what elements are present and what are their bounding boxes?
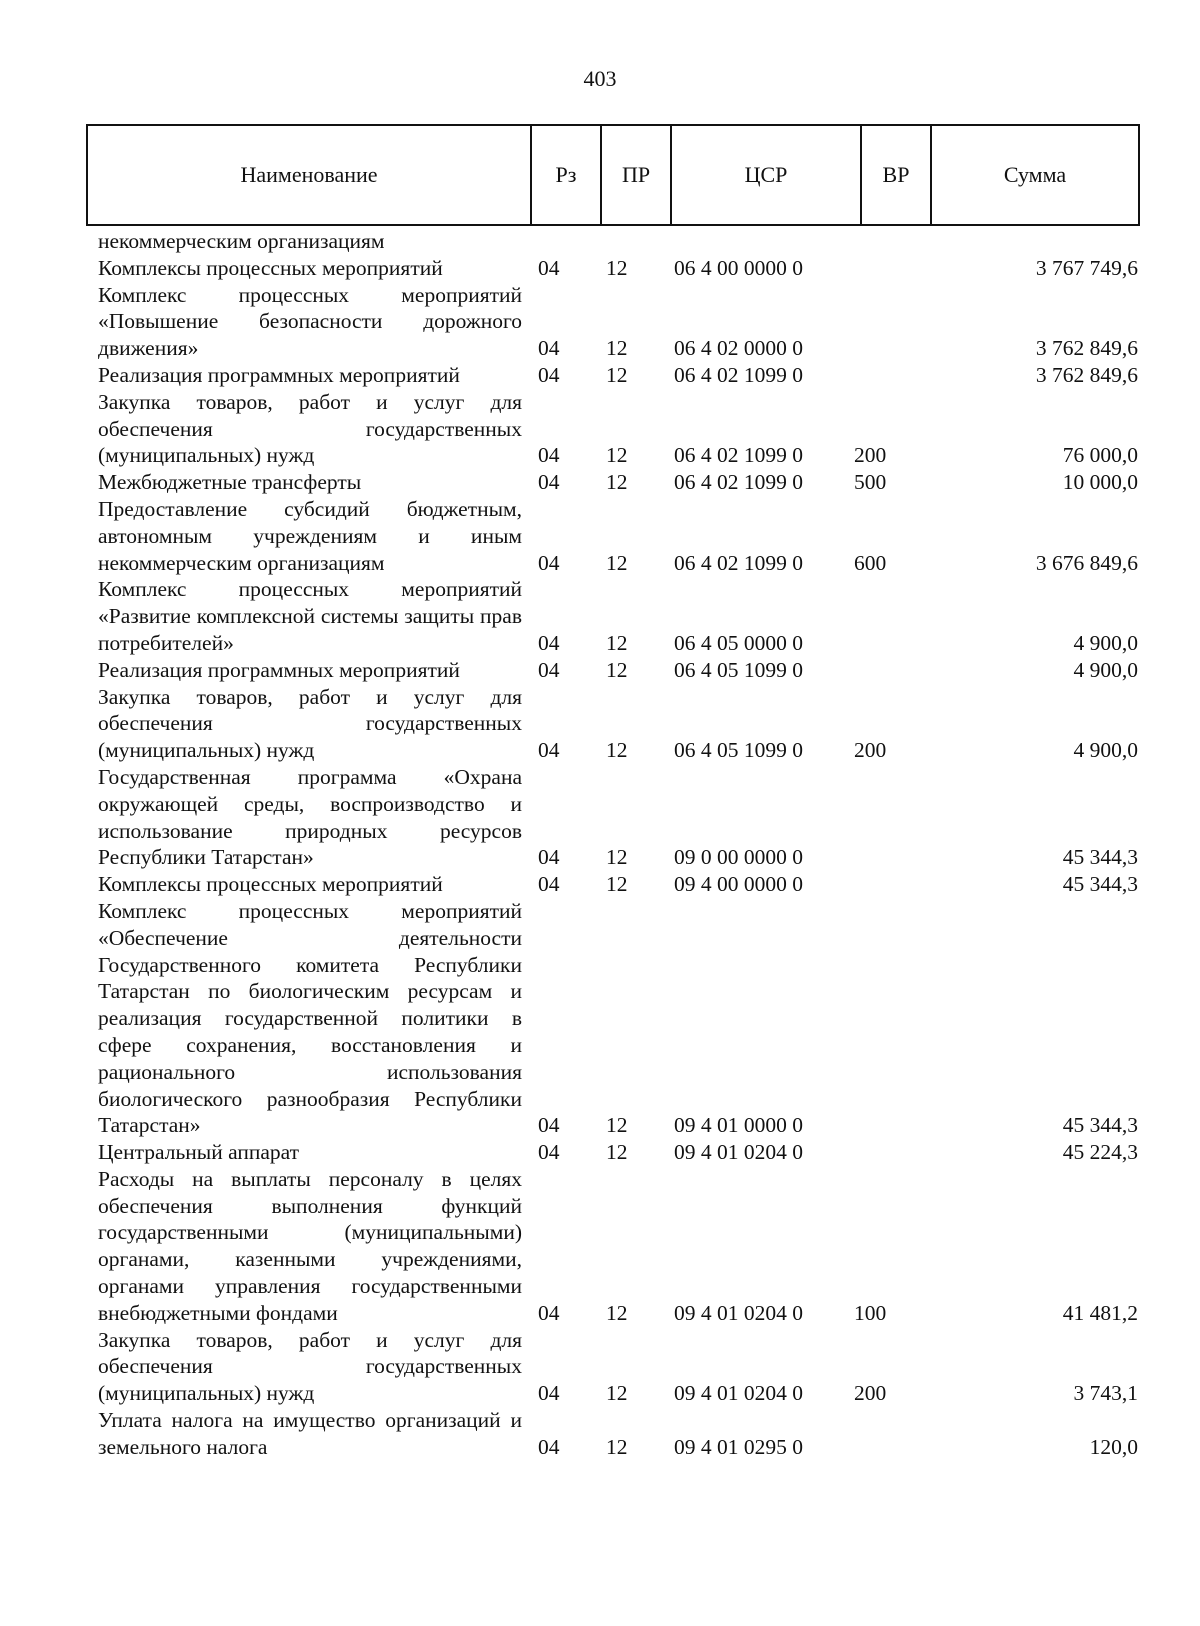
cell-name: Комплексы процессных мероприятий xyxy=(98,872,443,897)
cell-pr: 12 xyxy=(606,845,628,870)
table-row xyxy=(98,1327,1138,1407)
cell-name: Расходы на выплаты персоналу в целях обеспечения выполнения функций государственными (муниципальными) органами, казенными учреждениями, органами управления государственными внебюджетными фондами xyxy=(98,1166,522,1325)
cell-rz: 04 xyxy=(538,1434,560,1459)
table-row xyxy=(98,469,1138,496)
cell-pr: 12 xyxy=(606,738,628,763)
cell-name: Реализация программных мероприятий xyxy=(98,657,460,682)
cell-name: Предоставление субсидий бюджетным, автономным учреждениям и иным некоммерческим организациям xyxy=(98,496,522,575)
cell-sum: 4 900,0 xyxy=(1073,630,1138,655)
cell-sum: 3 762 849,6 xyxy=(1035,336,1138,361)
cell-rz: 04 xyxy=(538,630,560,655)
table-row xyxy=(98,362,1138,389)
cell-name: Закупка товаров, работ и услуг для обеспечения государственных (муниципальных) нужд xyxy=(98,684,522,763)
header-vr: ВР xyxy=(862,126,932,224)
cell-pr: 12 xyxy=(606,336,628,361)
table-row xyxy=(98,764,1138,871)
cell-pr: 12 xyxy=(606,1140,628,1165)
cell-sum: 45 344,3 xyxy=(1062,1113,1138,1138)
cell-pr: 12 xyxy=(606,470,628,495)
table-row xyxy=(98,871,1138,898)
cell-name: Комплекс процессных мероприятий «Повышение безопасности дорожного движения» xyxy=(98,282,522,361)
cell-rz: 04 xyxy=(538,336,560,361)
table-body xyxy=(98,228,1138,1461)
table-row xyxy=(98,496,1138,576)
cell-sum: 45 344,3 xyxy=(1062,872,1138,897)
cell-csr: 09 0 00 0000 0 xyxy=(674,845,803,870)
cell-name: Закупка товаров, работ и услуг для обеспечения государственных (муниципальных) нужд xyxy=(98,389,522,468)
cell-pr: 12 xyxy=(606,550,628,575)
cell-vr: 200 xyxy=(854,1381,887,1406)
cell-csr: 06 4 02 1099 0 xyxy=(674,550,803,575)
table-row xyxy=(98,282,1138,362)
header-csr: ЦСР xyxy=(672,126,862,224)
cell-pr: 12 xyxy=(606,657,628,682)
cell-sum: 4 900,0 xyxy=(1073,738,1138,763)
cell-csr: 06 4 02 1099 0 xyxy=(674,443,803,468)
cell-csr: 06 4 05 1099 0 xyxy=(674,738,803,763)
cell-name: Комплекс процессных мероприятий «Обеспечение деятельности Государственного комитета Республики Татарстан по биологическим ресурсам и реализация государственной политики в сфере сохранения, восстановления и рационального использования биологического разнообразия Республики Татарстан» xyxy=(98,898,522,1138)
cell-sum: 45 344,3 xyxy=(1062,845,1138,870)
cell-csr: 06 4 00 0000 0 xyxy=(674,255,803,280)
cell-rz: 04 xyxy=(538,443,560,468)
table-row xyxy=(98,255,1138,282)
cell-vr: 600 xyxy=(854,550,887,575)
header-name: Наименование xyxy=(88,126,532,224)
cell-name: Уплата налога на имущество организаций и земельного налога xyxy=(98,1408,522,1459)
cell-rz: 04 xyxy=(538,1140,560,1165)
cell-name: Государственная программа «Охрана окружающей среды, воспроизводство и использование природных ресурсов Республики Татарстан» xyxy=(98,764,522,870)
cell-csr: 06 4 02 1099 0 xyxy=(674,470,803,495)
header-sum: Сумма xyxy=(1003,162,1067,187)
cell-rz: 04 xyxy=(538,362,560,387)
cell-csr: 09 4 01 0204 0 xyxy=(674,1140,803,1165)
cell-pr: 12 xyxy=(606,1381,628,1406)
cell-csr: 06 4 02 0000 0 xyxy=(674,336,803,361)
cell-csr: 09 4 01 0295 0 xyxy=(674,1434,803,1459)
cell-name: Закупка товаров, работ и услуг для обеспечения государственных (муниципальных) нужд xyxy=(98,1327,522,1406)
cell-sum: 3 743,1 xyxy=(1073,1381,1138,1406)
table-row xyxy=(98,898,1138,1139)
header-rz: Рз xyxy=(532,126,602,224)
cell-vr: 200 xyxy=(854,738,887,763)
page-number: 403 xyxy=(583,66,617,91)
cell-sum: 76 000,0 xyxy=(1062,443,1138,468)
table-row xyxy=(98,657,1138,684)
cell-csr: 09 4 01 0204 0 xyxy=(674,1381,803,1406)
cell-csr: 09 4 00 0000 0 xyxy=(674,872,803,897)
table-row xyxy=(98,1166,1138,1327)
cell-csr: 06 4 05 0000 0 xyxy=(674,630,803,655)
cell-pr: 12 xyxy=(606,1113,628,1138)
cell-sum: 3 676 849,6 xyxy=(1035,550,1138,575)
cell-pr: 12 xyxy=(606,443,628,468)
cell-rz: 04 xyxy=(538,470,560,495)
table-row xyxy=(98,389,1138,469)
cell-rz: 04 xyxy=(538,550,560,575)
cell-name: Реализация программных мероприятий xyxy=(98,362,460,387)
cell-csr: 06 4 02 1099 0 xyxy=(674,362,803,387)
cell-vr: 500 xyxy=(854,470,887,495)
cell-rz: 04 xyxy=(538,1113,560,1138)
cell-sum: 120,0 xyxy=(1089,1434,1138,1459)
cell-rz: 04 xyxy=(538,845,560,870)
table-row xyxy=(98,576,1138,656)
header-pr: ПР xyxy=(602,126,672,224)
cell-csr: 06 4 05 1099 0 xyxy=(674,657,803,682)
cell-vr: 100 xyxy=(854,1300,887,1325)
cell-vr: 200 xyxy=(854,443,887,468)
cell-sum: 10 000,0 xyxy=(1062,470,1138,495)
cell-name: Межбюджетные трансферты xyxy=(98,470,362,495)
cell-pr: 12 xyxy=(606,1434,628,1459)
cell-pr: 12 xyxy=(606,362,628,387)
cell-rz: 04 xyxy=(538,255,560,280)
cell-rz: 04 xyxy=(538,872,560,897)
cell-pr: 12 xyxy=(606,872,628,897)
table-row xyxy=(98,1407,1138,1461)
cell-rz: 04 xyxy=(538,1300,560,1325)
table-row xyxy=(98,1139,1138,1166)
cell-sum: 41 481,2 xyxy=(1062,1300,1138,1325)
cell-pr: 12 xyxy=(606,630,628,655)
cell-sum: 3 762 849,6 xyxy=(1035,362,1138,387)
cell-pr: 12 xyxy=(606,1300,628,1325)
cell-name: Комплекс процессных мероприятий «Развитие комплексной системы защиты прав потребителей» xyxy=(98,577,522,655)
table-row xyxy=(98,228,1138,255)
cell-csr: 09 4 01 0204 0 xyxy=(674,1300,803,1325)
table-header xyxy=(86,124,1140,226)
table-row xyxy=(98,684,1138,764)
cell-sum: 45 224,3 xyxy=(1062,1140,1138,1165)
cell-name: Комплексы процессных мероприятий xyxy=(98,255,443,280)
cell-rz: 04 xyxy=(538,738,560,763)
cell-pr: 12 xyxy=(606,255,628,280)
cell-rz: 04 xyxy=(538,657,560,682)
cell-name: некоммерческим организациям xyxy=(98,229,385,253)
cell-sum: 4 900,0 xyxy=(1073,657,1138,682)
cell-sum: 3 767 749,6 xyxy=(1035,255,1138,280)
cell-rz: 04 xyxy=(538,1381,560,1406)
cell-csr: 09 4 01 0000 0 xyxy=(674,1113,803,1138)
cell-name: Центральный аппарат xyxy=(98,1140,300,1165)
